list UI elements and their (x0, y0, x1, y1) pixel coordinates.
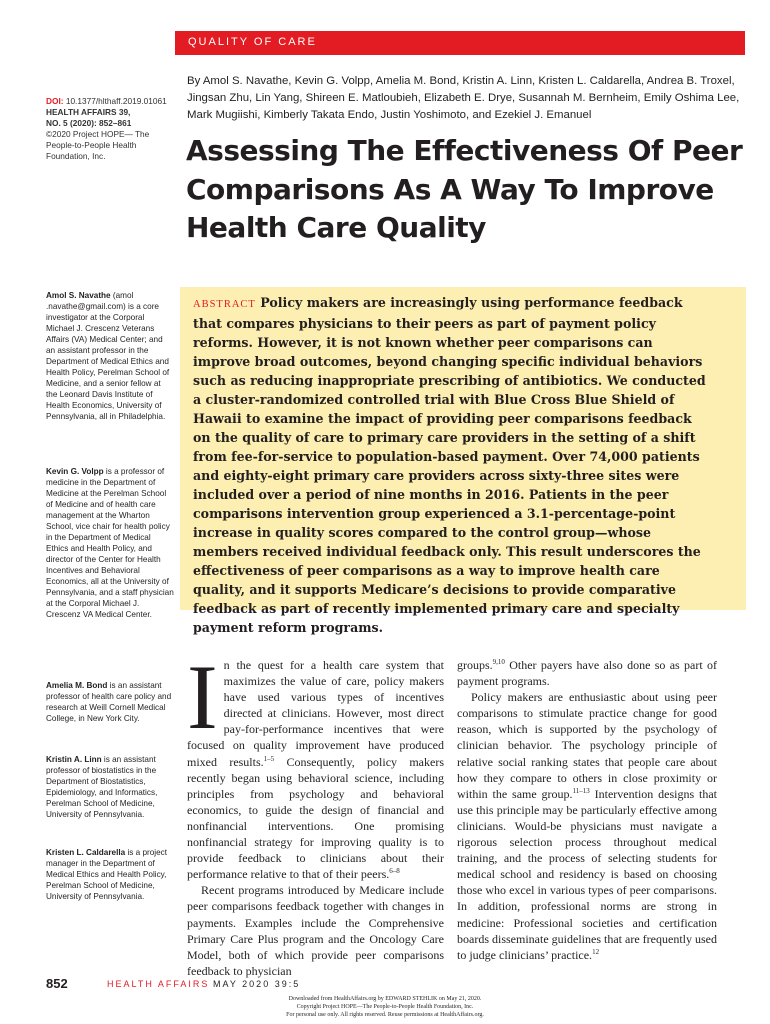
bio-text: (amol .navathe@gmail.com) is a core investigator at the Corporal Michael J. Crescenz Veterans Affairs (VA) Medical Center; and an assistant professor in the Department of Medical Ethics and Health Policy, Perelman School of Medicine, and a senior fellow at the Leonard Davis Institute of Health Economics, University of Pennsylvania, all in Philadelphia. (46, 291, 170, 421)
citation[interactable]: 12 (592, 947, 600, 956)
body-text: Intervention designs that use this principle may be particularly effective among clinicians. Would-be physicians must navigate a rigorous selection process throughout medical training, and the process of selecting students for medical school and residency is based on choosing those who excel in various types of peer comparisons. In addition, professional norms are strong in medicine: Professional societies and certification boards disseminate guidelines that are frequently used to judge clinicians’ practice. (457, 786, 718, 962)
bio-text: is an assistant professor of health care policy and research at Weill Cornell Medical College, in New York City. (46, 681, 172, 723)
abstract-label: ABSTRACT (193, 299, 256, 310)
body-column-2 (457, 657, 717, 963)
section-banner-label: QUALITY OF CARE (188, 36, 317, 48)
download-line: Downloaded from HealthAffairs.org by EDWARD STEHLIK on May 21, 2020. (288, 996, 482, 1002)
body-column-1 (187, 646, 444, 979)
abstract-text (193, 293, 709, 637)
bio-name: Kristin A. Linn (46, 755, 102, 764)
body-text: Other payers have also done so as part of payment programs. (457, 658, 717, 689)
citation[interactable]: 6–8 (389, 867, 400, 876)
page-number: 852 (46, 976, 68, 991)
citation[interactable]: 9,10 (492, 658, 505, 666)
copyright: ©2020 Project HOPE— The People-to-People Health Foundation, Inc. (46, 129, 150, 161)
citation[interactable]: 11–13 (572, 786, 590, 795)
bio-text: is a project manager in the Department of Medical Ethics and Health Policy, Perelman School of Medicine, University of Pennsylvania. (46, 848, 168, 901)
body-paragraph (457, 689, 717, 963)
bio-name: Kevin G. Volpp (46, 467, 104, 476)
abstract-body: Policy makers are increasingly using performance feedback that compares physicians to their peers as part of payment policy reforms. However, it is not known whether peer comparisons can improve broad outcomes, beyond changing specific individual behaviors such as reducing inappropriate prescribing of antibiotics. We conducted a cluster-randomized controlled trial with Blue Cross Blue Shield of Hawaii to examine the impact of providing peer comparisons feedback on the quality of care to primary care providers in the setting of a shift from fee-for-service to population-based payment. Over 74,000 patients and eighty-eight primary care providers across sixty-three sites were included over a period of nine months in 2016. Patients in the peer comparisons intervention group experienced a 3.1-percentage-point increase in quality scores compared to the control group—whose members received individual feedback only. This result underscores the effectiveness of peer comparisons as a way to improve health care quality, and it supports Medicare’s decisions to provide comparative feedback as part of recently implemented primary care and specialty payment reform programs. (193, 295, 706, 635)
footer-date: MAY 2020 39:5 (213, 979, 301, 989)
bio-linn (46, 754, 174, 820)
body-text: Policy makers are enthusiastic about using peer comparisons to stimulate practice change for good reason, which is supported by the psychology of clinician behavior. The psychology principle of relative social ranking states that people care about how they compare to others in close proximity or within the same group. (457, 690, 717, 801)
journal-line: HEALTH AFFAIRS 39, (46, 107, 131, 117)
download-notice (200, 995, 570, 1019)
article-title: Assessing The Effectiveness Of Peer Comparisons As A Way To Improve Health Care Quality (186, 134, 743, 244)
bio-bond (46, 680, 174, 724)
body-paragraph (457, 657, 717, 689)
bio-name: Amol S. Navathe (46, 291, 111, 300)
bio-name: Kristen L. Caldarella (46, 848, 126, 857)
author-list: By Amol S. Navathe, Kevin G. Volpp, Amelia M. Bond, Kristin A. Linn, Kristen L. Caldarella, Andrea B. Troxel, Jingsan Zhu, Lin Yang, Shireen E. Matloubieh, Elizabeth E. Drye, Susannah M. Bernheim, Emily Oshima Lee, Mark Mugiishi, Kimberly Takata Endo, Justin Yoshimoto, and Ezekiel J. Emanuel (187, 75, 740, 121)
body-text: n the quest for a health care system that maximizes the value of care, policy makers have used various types of incentives directed at clinicians. However, most direct pay-for-performance incentives that were focused on quality improvement have produced mixed results. (187, 658, 444, 769)
download-line: Copyright Project HOPE—The People-to-People Health Foundation, Inc. (296, 1004, 474, 1010)
article-meta (46, 96, 176, 162)
bio-caldarella (46, 847, 174, 902)
bio-navathe (46, 290, 174, 422)
doi-label: DOI: (46, 96, 64, 106)
doi-link[interactable]: 10.1377/hlthaff.2019.01061 (65, 96, 167, 106)
citation[interactable]: 1–5 (263, 754, 275, 763)
bio-text: is a professor of medicine in the Department of Medicine at the Perelman School of Medicine and of health care management at the Wharton School, vice chair for health policy in the Department of Medical Ethics and Health Policy, and director of the Center for Health Incentives and Behavioral Economics, all at the University of Pennsylvania, and a staff physician at the Corporal Michael J. Crescenz VA Medical Center. (46, 467, 174, 619)
body-text: Consequently, policy makers recently began using behavioral science, including principles from psychology and behavioral economics, to guide the design of financial and nonfinancial interventions. One promising nonfinancial strategy for improving quality is to provide feedback to clinicians about their performance relative to that of their peers. (187, 754, 444, 882)
body-text: groups. (457, 658, 493, 672)
download-line: For personal use only. All rights reserved. Reuse permissions at HealthAffairs.org. (286, 1012, 484, 1018)
bio-volpp (46, 466, 174, 620)
bio-text: is an assistant professor of biostatistics in the Department of Biostatistics, Epidemiology, and Informatics, Perelman School of Medicine, University of Pennsylvania. (46, 755, 158, 819)
body-paragraph (187, 646, 444, 882)
body-paragraph: Recent programs introduced by Medicare include peer comparisons feedback together with changes in payments. Examples include the Comprehensive Primary Care Plus program and the Oncology Care Model, both of which provide peer comparisons feedback to physician (187, 883, 444, 978)
drop-cap: I (187, 646, 218, 748)
footer-journal: HEALTH AFFAIRS (107, 979, 210, 989)
issue-line: NO. 5 (2020): 852–861 (46, 118, 132, 128)
bio-name: Amelia M. Bond (46, 681, 108, 690)
